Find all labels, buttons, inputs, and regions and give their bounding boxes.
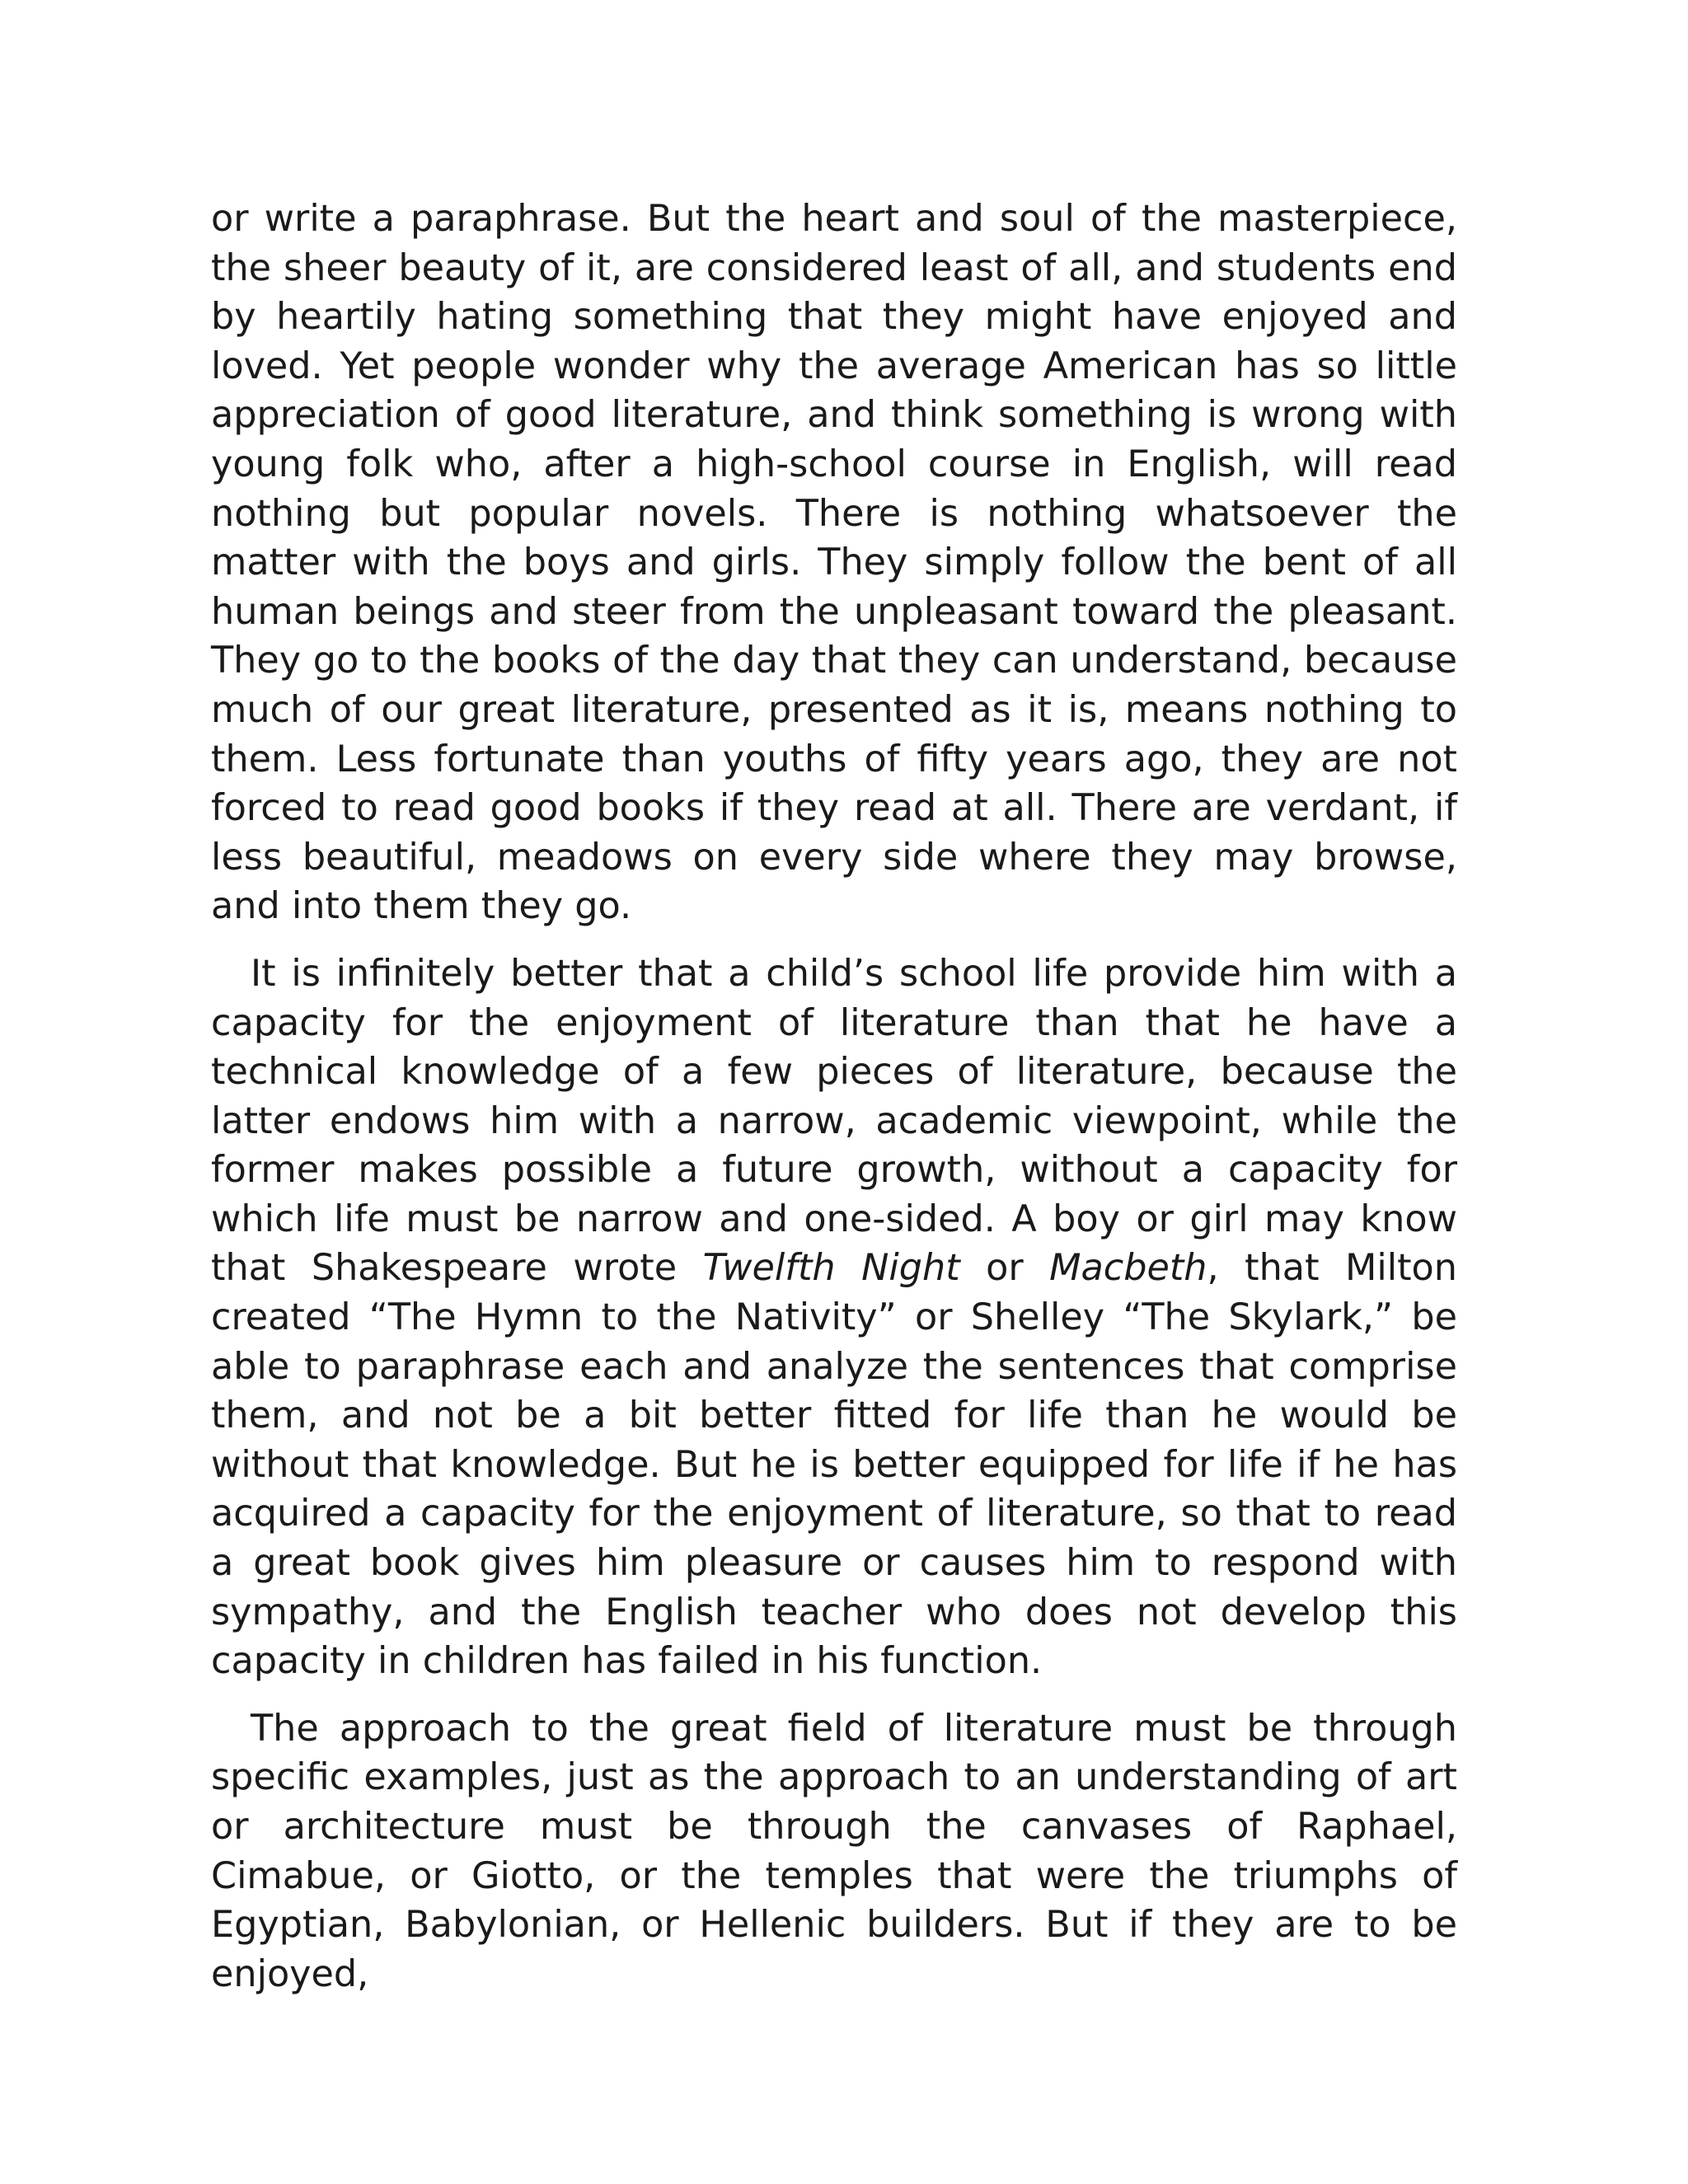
paragraph-2-text-c: , that Milton created “The Hymn to the Nativity” or Shelley “The Skylark,” be able to paraphrase each and analyze the sentences that comprise them, and not be a bit better fitted for life than he would be without that knowledge. But he is better equipped for life if he has acquired a capacity for the enjoyment of literature, so that to read a great book gives him pleasure or causes him to respond with sympathy, and the English teacher who does not develop this capacity in children has failed in his function.: [211, 1247, 1457, 1683]
paragraph-3: The approach to the great field of literature must be through specific examples, just as the approach to an understanding of art or architecture must be through the canvases of Raphael, Cimabue, or Giotto, or the temples that were the triumphs of Egyptian, Babylonian, or Hellenic builders. But if they are to be enjoyed,: [211, 1707, 1457, 1995]
paragraph-2-text-a: It is infinitely better that a child’s school life provide him with a capacity for the enjoyment of literature than that he have a technical knowledge of a few pieces of literature, because the latter endows him with a narrow, academic viewpoint, while the former makes possible a future growth, without a capacity for which life must be narrow and one-sided. A boy or girl may know that Shakespeare wrote: [211, 952, 1457, 1290]
document-page: [211, 194, 1457, 1999]
paragraph-2-text-b: or: [959, 1247, 1050, 1290]
title-twelfth-night: Twelfth Night: [702, 1247, 960, 1290]
paragraph-2: [211, 949, 1457, 1686]
title-macbeth: Macbeth: [1049, 1247, 1207, 1290]
paragraph-1: or write a paraphrase. But the heart and soul of the masterpiece, the sheer beauty of it, are considered least of all, and students end by heartily hating something that they might have enjoyed and loved. Yet people wonder why the average American has so little appreciation of good literature, and think something is wrong with young folk who, after a high-school course in English, will read nothing but popular novels. There is nothing whatsoever the matter with the boys and girls. They simply follow the bent of all human beings and steer from the unpleasant toward the pleasant. They go to the books of the day that they can understand, because much of our great literature, presented as it is, means nothing to them. Less fortunate than youths of fifty years ago, they are not forced to read good books if they read at all. There are verdant, if less beautiful, meadows on every side where they may browse, and into them they go.: [211, 198, 1457, 928]
